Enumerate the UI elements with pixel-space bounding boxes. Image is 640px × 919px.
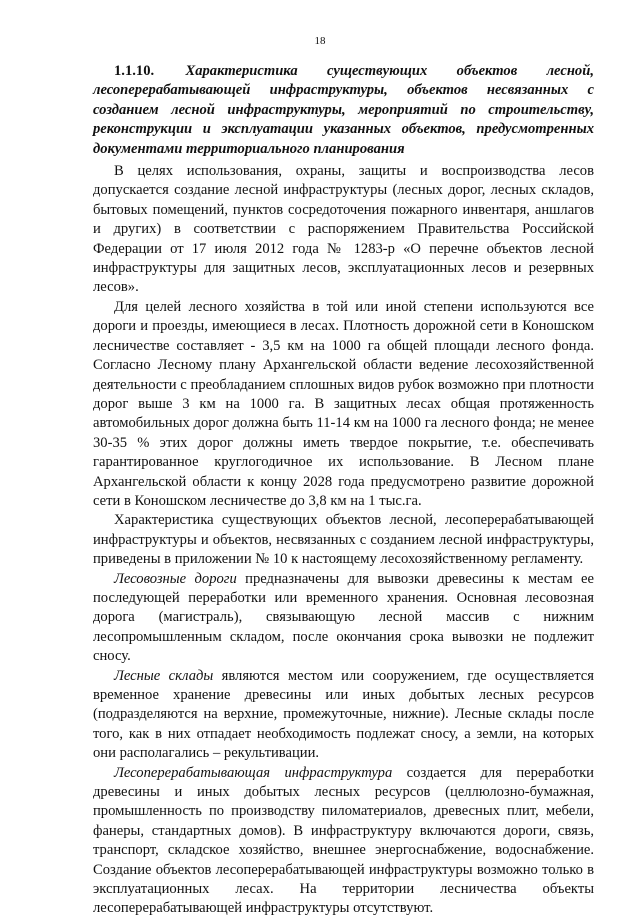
section-number: 1.1.10. — [114, 63, 155, 79]
paragraph-text: В целях использования, охраны, защиты и воспроизводства лесов допускается создание лесной инфраструктуры (лесных дорог, лесных складов, бытовых помещений, пунктов сосредоточения пожарного инвентаря, аншлагов и других) в соответствии с распоряжением Правительства Российской Федерации от 17 июля 2012 года № 1283-р «О перечне объектов лесной инфраструктуры для защитных лесов, эксплуатационных лесов и резервных лесов». — [93, 163, 594, 296]
paragraph-logging-roads — [93, 570, 594, 667]
section-title: Характеристика существующих объектов лесной, лесоперерабатывающей инфраструктуры, объектов несвязанных с созданием лесной инфраструктуры, мероприятий по строительству, реконструкции и эксплуатации указанных объектов, предусмотренных документами территориального планирования — [93, 63, 594, 157]
paragraph-infrastructure-intro — [93, 162, 594, 298]
page-number: 18 — [314, 35, 326, 47]
section-heading — [93, 62, 594, 159]
paragraph-timber-yards — [93, 667, 594, 764]
paragraph-text: Для целей лесного хозяйства в той или иной степени используются все дороги и проезды, имеющиеся в лесах. Плотность дорожной сети в Коношском лесничестве составляет - 3,5 км на 1000 га общей площади лесного фонда. Согласно Лесному плану Архангельской области ведение лесохозяйственной деятельности с преобладанием сплошных видов рубок возможно при плотности дорог выше 3 км на 1000 га. В защитных лесах общая протяженность автомобильных дорог должна быть 11-14 км на 1000 га лесного фонда; не менее 30-35 % этих дорог должны иметь твердое покрытие, т.е. обеспечивать гарантированное круглогодичное их использование. В Лесном плане Архангельской области к концу 2028 года предусмотрено развитие дорожной сети в Коношском лесничестве до 3,8 км на 1 тыс.га. — [93, 298, 594, 509]
term-logging-roads: Лесовозные дороги — [114, 570, 237, 587]
paragraph-text: предназначены для вывозки древесины к местам ее последующей переработки или временного хранения. Основная лесовозная дорога (магистраль), связывающую лесной массив с нижним лесопромышленным складом, после окончания срока вывозки не подлежит сносу. — [93, 570, 594, 665]
paragraph-text: являются местом или сооружением, где осуществляется временное хранение древесины или иных добытых лесных ресурсов (подразделяются на верхние, промежуточные, нижние). Лесные склады после того, как в них отпадает необходимость подлежат сносу, а земли, на которых они располагались – рекультивации. — [93, 667, 594, 762]
document-body — [93, 62, 594, 919]
paragraph-appendix-reference — [93, 511, 594, 569]
paragraph-text: Характеристика существующих объектов лесной, лесоперерабатывающей инфраструктуры и объектов, несвязанных с созданием лесной инфраструктуры, приведены в приложении № 10 к настоящему лесохозяйственному регламенту. — [93, 512, 594, 568]
paragraph-processing-infrastructure — [93, 764, 594, 919]
term-processing-infrastructure: Лесоперерабатывающая инфраструктура — [114, 764, 393, 781]
paragraph-road-network — [93, 298, 594, 511]
term-timber-yards: Лесные склады — [114, 667, 214, 684]
paragraph-text: создается для переработки древесины и иных добытых лесных ресурсов (целлюлозно-бумажная, промышленность по производству пиломатериалов, древесных плит, мебели, фанеры, стандартных домов). В инфраструктуру включаются дороги, связь, транспорт, складское хозяйство, внешнее энергоснабжение, водоснабжение. Создание объектов лесоперерабатывающей инфраструктуры возможно только в эксплуатационных лесах. На территории лесничества объекты лесоперерабатывающей инфраструктуры отсутствуют. — [93, 764, 594, 917]
